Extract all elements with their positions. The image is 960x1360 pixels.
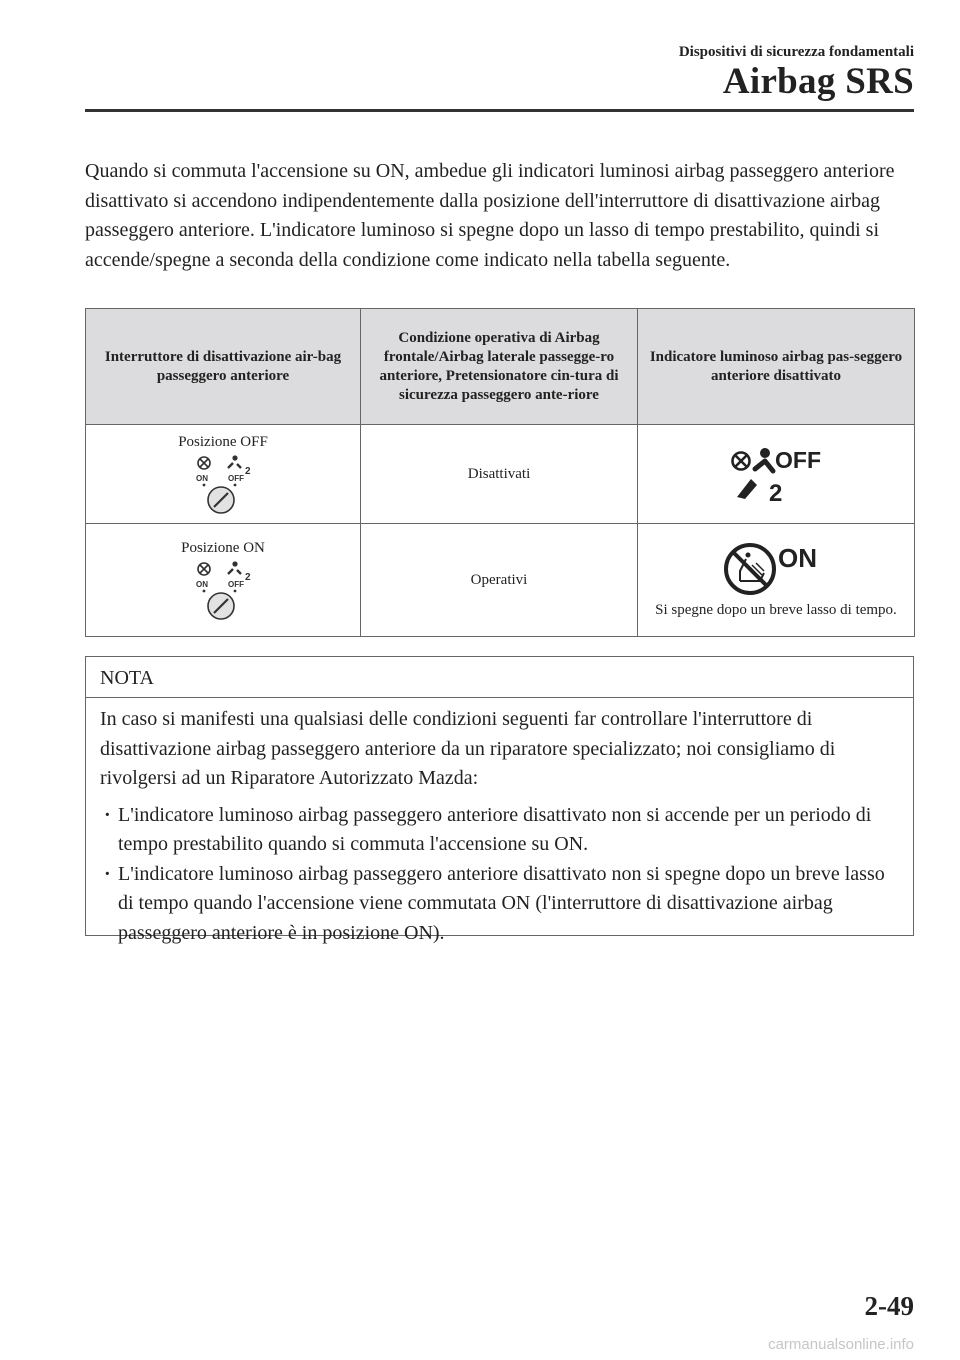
indicator-off-label: OFF [775, 447, 821, 473]
table-header-row [86, 309, 915, 425]
section-header: Dispositivi di sicurezza fondamentali [678, 44, 914, 60]
indicator-table [85, 308, 915, 637]
list-item: · L'indicatore luminoso airbag passeggero anteriore disattivato non si spegne dopo un breve lasso di tempo quando l'accensione viene commutata ON (l'interruttore di disattivazione airbag passeggero anteriore è in posizione ON). [100, 860, 899, 949]
airbag-switch-on-icon [183, 560, 263, 622]
intro-paragraph: Quando si commuta l'accensione su ON, ambedue gli indicatori luminosi airbag passeggero anteriore disattivato si accendono indipendentemente dalla posizione dell'interruttore di disattivazione airbag passeggero anteriore. L'indicatore luminoso si spegne dopo un lasso di tempo prestabilito, quindi si accende/spegne a seconda della condizione come indicato nella tabella seguente. [85, 160, 895, 271]
watermark: carmanualsonline.info [768, 1336, 914, 1353]
table-row [86, 524, 915, 637]
table-row [86, 425, 915, 524]
switch-cell [86, 524, 361, 637]
note-title: NOTA [86, 657, 913, 698]
switch-on-label: ON [196, 579, 208, 589]
indicator-on-label: ON [778, 542, 817, 573]
header-condition: Condizione operativa di Airbag frontale/Airbag laterale passegge-ro anteriore, Pretensionatore cin-tura di sicurezza passeggero ante-riore [361, 309, 638, 425]
airbag-switch-off-icon [183, 454, 263, 516]
page-number: 2-49 [864, 1291, 914, 1321]
header-indicator: Indicatore luminoso airbag pas-seggero anteriore disattivato [638, 309, 915, 425]
passenger-airbag-on-indicator-icon [716, 541, 836, 597]
note-text: In caso si manifesti una qualsiasi delle condizioni seguenti far controllare l'interruttore di disattivazione airbag passeggero anteriore da un riparatore specializzato; noi consigliamo di rivolgersi ad un Riparatore Autorizzato Mazda: [100, 708, 836, 789]
passenger-airbag-off-indicator-icon [721, 441, 831, 507]
condition-cell: Disattivati [361, 425, 638, 524]
switch-off-label: OFF [228, 473, 244, 483]
header-divider [85, 109, 914, 112]
note-body [86, 698, 913, 948]
indicator-note: Si spegne dopo un breve lasso di tempo. [655, 601, 897, 618]
seat-number: 2 [245, 571, 251, 583]
page-title: Airbag SRS [722, 61, 914, 102]
note-list [100, 801, 899, 949]
indicator-cell [638, 524, 915, 637]
switch-off-label: OFF [228, 579, 244, 589]
indicator-seat-number: 2 [769, 480, 783, 507]
condition-cell: Operativi [361, 524, 638, 637]
header-switch: Interruttore di disattivazione air-bag passeggero anteriore [86, 309, 361, 425]
indicator-cell [638, 425, 915, 524]
position-label: Posizione OFF [178, 433, 268, 450]
switch-on-label: ON [196, 473, 208, 483]
position-label: Posizione ON [181, 539, 265, 556]
list-item: · L'indicatore luminoso airbag passeggero anteriore disattivato non si accende per un periodo di tempo prestabilito quando si commuta l'accensione su ON. [100, 801, 899, 860]
switch-cell [86, 425, 361, 524]
seat-number: 2 [245, 465, 251, 477]
note-box [85, 656, 914, 944]
